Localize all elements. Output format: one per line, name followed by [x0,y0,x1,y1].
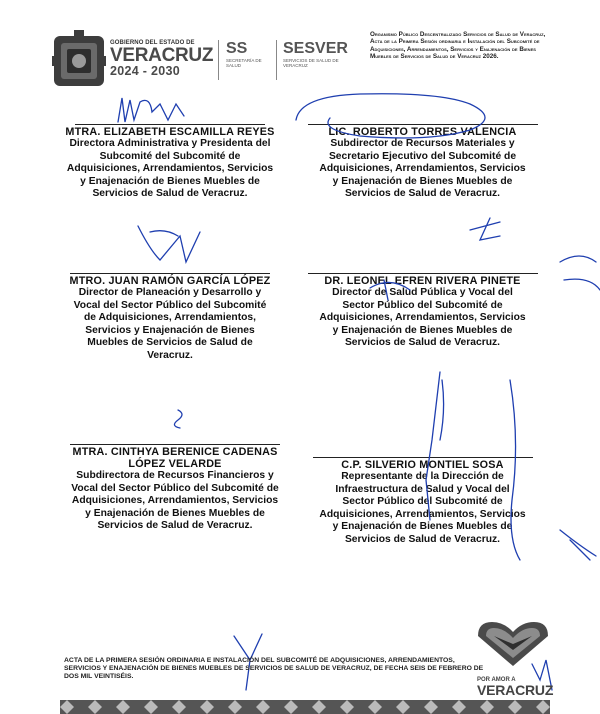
signatory-role [50,138,290,201]
signatory-2 [300,124,545,201]
role-line: Adquisiciones, Arrendamientos, Servicios [66,163,274,175]
header-divider [218,40,219,80]
role-line: Representante de la Dirección de [341,471,504,482]
header-note: Organismo Público Descentralizado Servicios de Salud de Veracruz, Acta de la Primera Sesión ordinaria e Instalación del Subcomité de Adquisiciones, Arrendamientos, Servicios y Enajenación de Bienes Muebles de Servicios de Salud de Veracruz 2026. [370,31,546,60]
role-line: Adquisiciones, Arrendamientos, Servicios [319,163,526,175]
role-line: y Enajenación de Bienes Muebles de [332,521,513,533]
role-line: Adquisiciones, Arrendamientos, Servicios [319,312,526,324]
signature-line [75,124,265,125]
signatory-name: MTRO. JUAN RAMÓN GARCÍA LÓPEZ [69,275,271,287]
header-divider [276,40,277,80]
name-line: MTRA. CINTHYA BERENICE CADENAS [72,446,278,458]
signature-line [308,124,538,125]
ss-subtitle: SECRETARÍA DE SALUD [226,58,262,68]
signatory-role [300,471,545,547]
signature-line [70,273,270,274]
signature-mark [118,98,184,122]
role-line: Directora Administrativa y Presidenta del [69,138,271,149]
role-line: Servicios de Salud de Veracruz. [344,533,501,545]
role-line: Director de Planeación y Desarrollo y [78,287,262,298]
ss-mark: SS [226,40,248,57]
role-line: y Enajenación de Bienes Muebles de [85,507,265,519]
state-name: VERACRUZ [110,45,214,66]
signatory-6 [300,457,545,547]
role-line: Subdirectora de Recursos Financieros y [76,470,274,481]
government-label: GOBIERNO DEL ESTADO DE [110,40,195,46]
signatory-role [50,470,300,533]
signatory-role [300,138,545,201]
role-line: y Enajenación de Bienes Muebles de [332,324,513,336]
role-line: Subcomité del Subcomité de [99,150,241,162]
signatory-name: LIC. ROBERTO TORRES VALENCIA [328,126,517,138]
decorative-bottom-band [60,700,550,714]
role-line: Secretario Ejecutivo del Subcomité de [328,150,517,162]
administration-years: 2024 - 2030 [110,64,181,78]
name-line: LÓPEZ VELARDE [128,458,222,470]
veracruz-coat-of-arms-icon [52,30,106,90]
signatory-name [50,446,300,470]
sesver-logo [283,40,348,68]
role-line: Servicios de Salud de Veracruz. [344,337,501,349]
role-line: Sector Público del Subcomité de [342,496,503,508]
role-line: y Enajenación de Bienes Muebles de [332,175,513,187]
signatory-3 [50,273,290,363]
role-line: de Adquisiciones, Arrendamientos, [83,312,257,324]
role-line: Servicios de Salud de Veracruz. [92,188,248,200]
signature-line [313,457,533,458]
signature-mark [560,256,600,290]
role-line: y Enajenación de Bienes Muebles de [80,175,260,187]
role-line: Vocal del Sector Público del Subcomité [73,299,267,311]
signature-mark [560,530,596,560]
signatory-4 [300,273,545,350]
role-line: Veracruz. [147,349,193,361]
role-line: Adquisiciones, Arrendamientos, Servicios [71,495,279,507]
government-logo [110,40,214,78]
role-line: Muebles de Servicios de Salud de [87,337,253,349]
role-line: Adquisiciones, Arrendamientos, Servicios [319,508,526,520]
signature-mark [174,410,182,428]
signatory-role [300,287,545,350]
role-line: Servicios y Enajenación de Bienes [85,324,255,336]
signature-mark [470,218,500,240]
sesver-subtitle: SERVICIOS DE SALUD DE VERACRUZ [283,58,339,68]
signatory-name: DR. LEONEL EFREN RIVERA PINETE [324,275,521,287]
sesver-mark: SESVER [283,40,348,57]
signatory-name: C.P. SILVERIO MONTIEL SOSA [341,459,504,471]
signature-line [70,444,280,445]
footer-caption: ACTA DE LA PRIMERA SESIÓN ORDINARIA E INSTALACIÓN DEL SUBCOMITÉ DE ADQUISICIONES, ARRENDAMIENTOS, SERVICIOS Y ENAJENACIÓN DE BIENES MUEBLES DE SERVICIOS DE SALUD DE VERACRUZ, DE FECHA SEIS DE FEBRERO DE DOS MIL VEINTISÉIS. [64,657,484,681]
role-line: Sector Público del Subcomité de [342,299,503,311]
role-line: Director de Salud Pública y Vocal del [332,287,513,298]
signatory-name: MTRA. ELIZABETH ESCAMILLA REYES [65,126,275,138]
role-line: Infraestructura de Salud y Vocal del [335,483,510,495]
slogan-name: VERACRUZ [477,682,554,698]
signatory-role [50,287,290,363]
role-line: Vocal del Sector Público del Subcomité de [71,482,279,494]
role-line: Servicios de Salud de Veracruz. [344,188,501,200]
slogan-prefix: POR AMOR A [477,677,516,683]
role-line: Subdirector de Recursos Materiales y [330,138,515,149]
role-line: Servicios de Salud de Veracruz. [97,520,253,532]
signature-line [308,273,538,274]
ss-logo [226,40,266,68]
signatory-1 [50,124,290,201]
signature-mark [138,226,200,262]
por-amor-a-veracruz-logo-icon [472,618,554,668]
signatory-5 [50,444,300,533]
